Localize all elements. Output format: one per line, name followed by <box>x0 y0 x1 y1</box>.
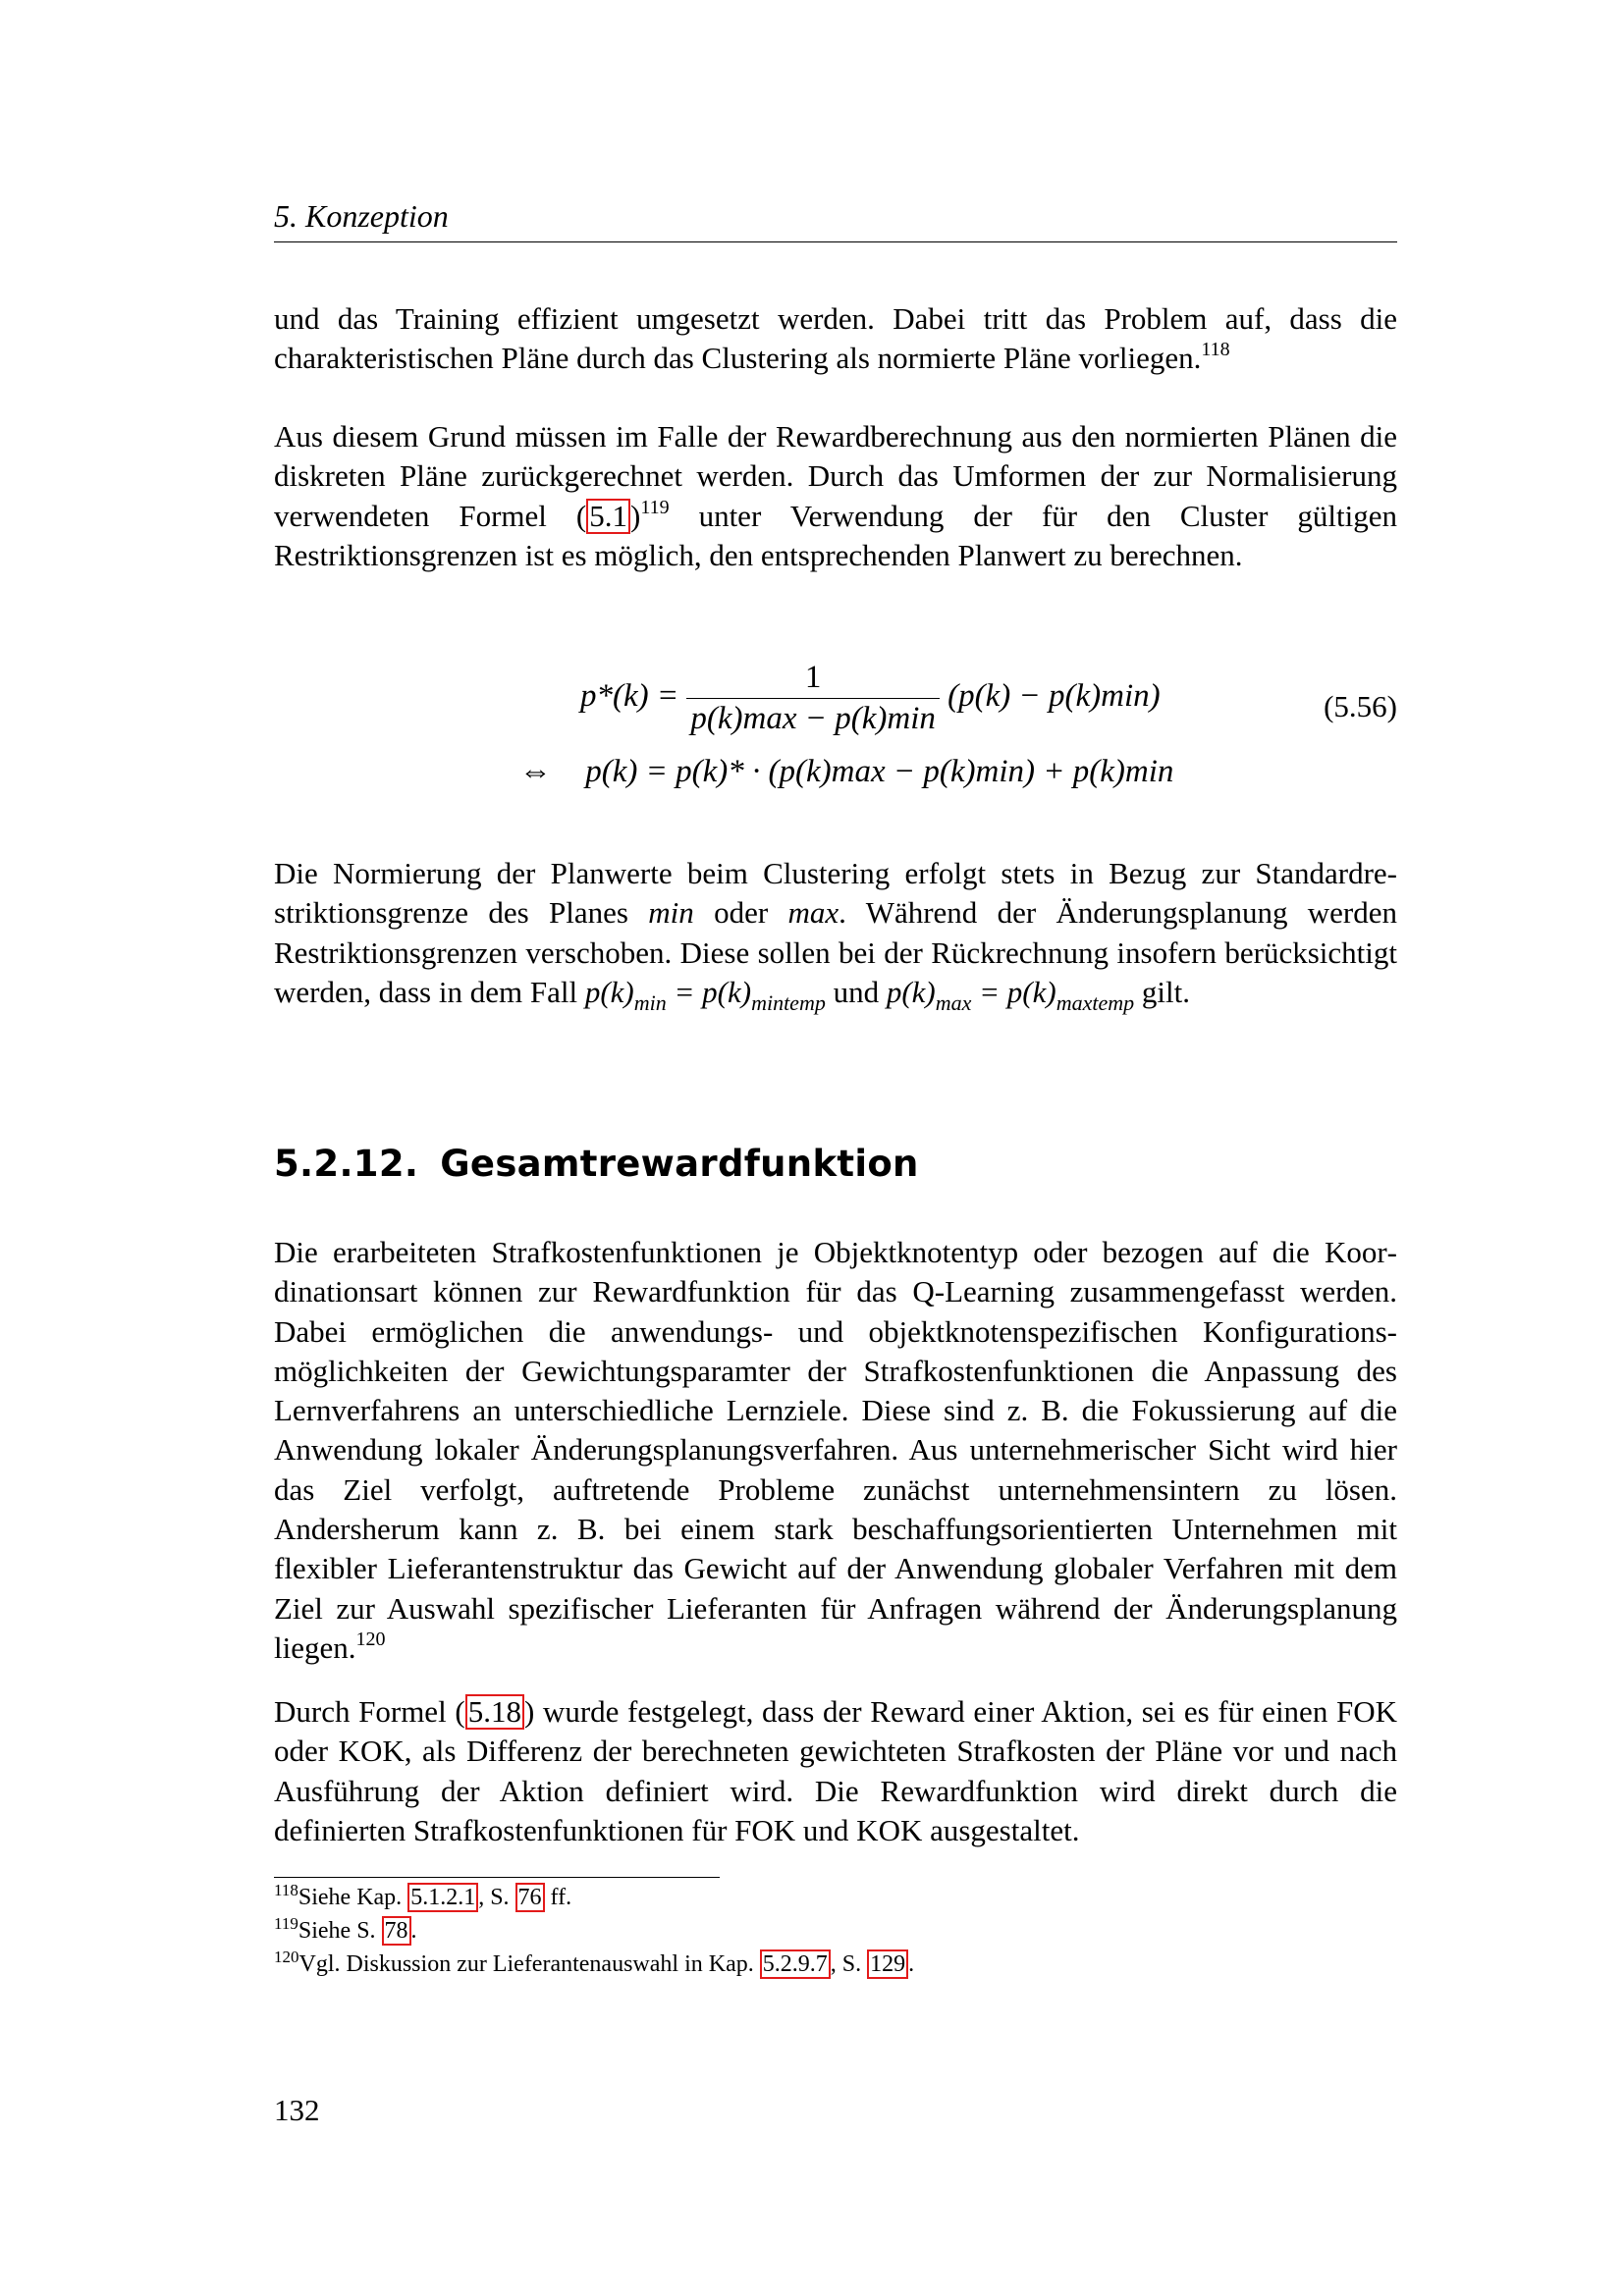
equation-5-56 <box>274 660 1397 807</box>
paragraph-3-text-a: Die Normierung der Planwerte beim Clustering erfolgt stets in Bezug zur Standardrestriktionsgrenze des Planes <box>274 856 1397 931</box>
formula-link-5-1[interactable]: 5.1 <box>586 499 630 534</box>
inline-math-max: $p(k)_{max} = p(k)_{maxtemp}$ <box>886 974 1135 1015</box>
paragraph-2 <box>274 417 1397 575</box>
paragraph-5 <box>274 1692 1397 1850</box>
equation-line-2 <box>519 754 1173 790</box>
paragraph-4 <box>274 1233 1397 1668</box>
equation-lhs: p*(k) = <box>580 678 679 715</box>
page-link[interactable]: 78 <box>382 1916 411 1946</box>
subscript-min: min <box>633 989 667 1015</box>
footnote-number: 118 <box>274 1881 298 1899</box>
footnote-text: , S. <box>478 1885 515 1910</box>
chapter-link[interactable]: 5.1.2.1 <box>407 1883 478 1912</box>
fraction-denominator: p(k)max − p(k)min <box>686 698 940 737</box>
paragraph-2-text-c: unter Verwendung der für den Cluster gültigen Restriktionsgrenzen ist es möglich, den entsprechenden Planwert zu berechnen. <box>274 498 1398 572</box>
footnote-text: Siehe Kap. <box>298 1885 408 1910</box>
footnote-text: . <box>410 1918 417 1944</box>
chapter-link[interactable]: 5.2.9.7 <box>760 1949 831 1979</box>
inline-math-min: $p(k)_{min} = p(k)_{mintemp}$ <box>584 974 826 1015</box>
footnote-number: 120 <box>274 1948 299 1966</box>
equation-rhs: (p(k) − p(k)min) <box>947 678 1161 715</box>
equation-line-1 <box>580 660 1161 737</box>
page-link[interactable]: 129 <box>867 1949 908 1979</box>
subscript-mintemp: mintemp <box>751 989 826 1015</box>
equation-number: (5.56) <box>1324 689 1397 723</box>
footnote-120 <box>274 1948 914 1981</box>
page-number: 132 <box>274 2093 320 2127</box>
subscript-maxtemp: maxtemp <box>1056 989 1135 1015</box>
footnote-number: 119 <box>274 1914 298 1933</box>
formula-link-5-18[interactable]: 5.18 <box>465 1694 524 1730</box>
footnote-text: Siehe S. <box>298 1918 382 1944</box>
paragraph-3-text-d: und <box>825 974 887 1009</box>
section-title: Gesamtrewardfunktion <box>440 1143 919 1185</box>
footnote-118 <box>274 1881 571 1914</box>
paragraph-3-text-c: . Während der Änderungsplanung werden Restriktionsgrenzen verschoben. Diese sollen bei der Rückrechnung insofern berücksichtigt werden, dass in dem Fall <box>274 895 1397 1009</box>
footnote-separator <box>274 1877 720 1878</box>
paragraph-2-text-b: ) <box>629 498 641 533</box>
paragraph-4-text: Die erarbeiteten Strafkostenfunktionen je Objektknotentyp oder bezogen auf die Koordinationsart können zur Rewardfunktion für das Q-Learning zusammengefasst werden. Dabei ermöglichen die anwendungs- und objektknotenspezifischen Konfigurationsmöglichkeiten der Gewichtungsparamter der Strafkostenfunktionen die Anpassung des Lernverfahrens an unterschiedliche Lernziele. Diese sind z. B. die Fokussierung auf die Anwendung lokaler Änderungsplanungsverfahren. Aus unternehmerischer Sicht wird hier das Ziel verfolgt, auftretende Probleme zunächst unternehmensintern zu lösen. Andersherum kann z. B. bei einem stark beschaffungsorientierten Unternehmen mit flexibler Lieferantenstruktur das Gewicht auf der Anwendung globaler Verfahren mit dem Ziel zur Auswahl spezifischer Lieferanten für Anfragen während der Änderungsplanung liegen. <box>274 1235 1397 1665</box>
paragraph-3-text-b: oder <box>693 895 788 931</box>
footnote-mark-118[interactable]: 118 <box>1201 339 1230 361</box>
footnote-text: ff. <box>544 1885 572 1910</box>
paragraph-1-text: und das Training effizient umgesetzt werden. Dabei tritt das Problem auf, dass die charakteristischen Pläne durch das Clustering als normierte Pläne vorliegen. <box>274 301 1397 376</box>
equation-fraction <box>686 660 940 737</box>
equivalence-icon: ⇔ <box>519 754 552 789</box>
term-min: min <box>648 895 694 931</box>
section-number: 5.2.12. <box>274 1143 419 1185</box>
equation-line-2-text: p(k) = p(k)* · (p(k)max − p(k)min) + p(k)min <box>585 754 1174 789</box>
footnote-mark-119[interactable]: 119 <box>640 496 670 518</box>
page-link[interactable]: 76 <box>515 1883 545 1912</box>
paragraph-5-text-a: Durch Formel ( <box>274 1694 465 1729</box>
fraction-numerator: 1 <box>804 660 822 695</box>
section-heading <box>274 1139 919 1190</box>
running-header: 5. Konzeption <box>274 192 1397 242</box>
footnote-text: Vgl. Diskussion zur Lieferantenauswahl in Kap. <box>298 1951 760 1977</box>
footnote-mark-120[interactable]: 120 <box>355 1628 386 1650</box>
paragraph-1 <box>274 299 1397 379</box>
footnote-text: , S. <box>830 1951 868 1977</box>
footnote-119 <box>274 1914 417 1948</box>
paragraph-3-text-e: gilt. <box>1134 974 1190 1009</box>
subscript-max: max <box>935 989 972 1015</box>
paragraph-3 <box>274 854 1397 1015</box>
footnote-text: . <box>908 1951 915 1977</box>
paragraph-2-text-a: Aus diesem Grund müssen im Falle der Rewardberechnung aus den normierten Plänen die diskreten Pläne zurückgerechnet werden. Durch das Umformen der zur Normalisierung verwendeten Formel ( <box>274 419 1397 533</box>
term-max: max <box>787 895 839 931</box>
paragraph-5-text-b: ) wurde festgelegt, dass der Reward einer Aktion, sei es für einen FOK oder KOK, als Differenz der berechneten gewichteten Strafkosten der Pläne vor und nach Ausführung der Aktion definiert wird. Die Rewardfunktion wird direkt durch die definierten Strafkostenfunktionen für FOK und KOK ausgestaltet. <box>274 1694 1398 1847</box>
